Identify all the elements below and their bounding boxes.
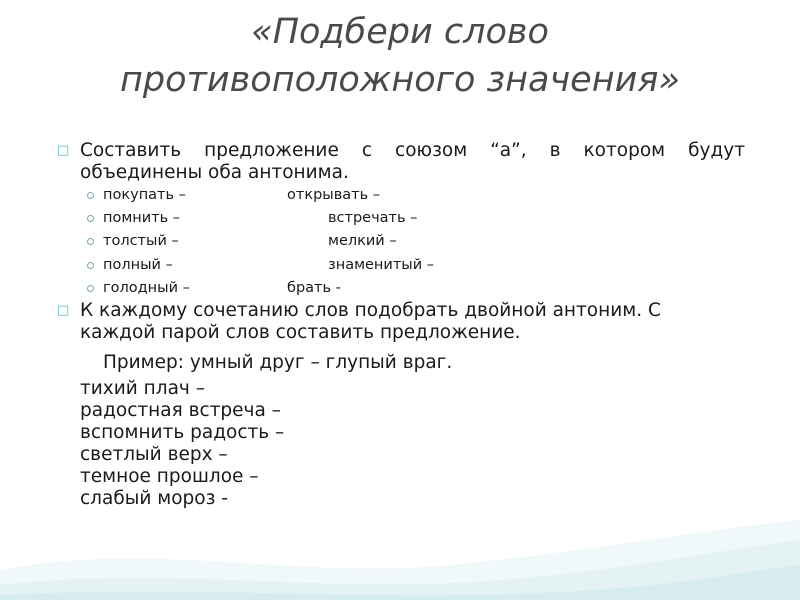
title-line-1: «Подбери слово <box>251 12 549 52</box>
open-square-bullet-icon: □ <box>57 143 70 158</box>
phrase-1: тихий плач – <box>80 378 205 399</box>
pair-right-5: брать - <box>287 280 341 296</box>
open-circle-bullet-icon <box>87 238 94 245</box>
title-line-2: противоположного значения» <box>120 60 680 100</box>
pair-left-3: толстый – <box>103 233 179 249</box>
phrase-3: вспомнить радость – <box>80 422 285 443</box>
pair-left-2: помнить – <box>103 210 181 226</box>
open-square-bullet-icon: □ <box>57 303 70 318</box>
phrase-2: радостная встреча – <box>80 400 281 421</box>
task2-line1: К каждому сочетанию слов подобрать двойной антоним. С <box>80 300 661 321</box>
phrase-4: светлый верх – <box>80 444 228 465</box>
phrase-5: темное прошлое – <box>80 466 259 487</box>
open-circle-bullet-icon <box>87 192 94 199</box>
open-circle-bullet-icon <box>87 262 94 269</box>
example-line: Пример: умный друг – глупый враг. <box>103 352 453 373</box>
wave-decoration <box>0 510 800 600</box>
pair-right-3: мелкий – <box>328 233 397 249</box>
pair-left-4: полный – <box>103 257 173 273</box>
pair-left-5: голодный – <box>103 280 190 296</box>
task1-line2: объединены оба антонима. <box>80 162 349 183</box>
pair-right-1: открывать – <box>287 187 381 203</box>
phrase-6: слабый мороз - <box>80 488 228 509</box>
open-circle-bullet-icon <box>87 215 94 222</box>
slide-title <box>60 8 740 104</box>
pair-right-4: знаменитый – <box>328 257 435 273</box>
task2-line2: каждой парой слов составить предложение. <box>80 322 521 343</box>
task1-line1: Составить предложение с союзом “а”, в котором будут <box>80 140 745 161</box>
pair-right-2: встречать – <box>328 210 418 226</box>
pair-left-1: покупать – <box>103 187 186 203</box>
open-circle-bullet-icon <box>87 285 94 292</box>
